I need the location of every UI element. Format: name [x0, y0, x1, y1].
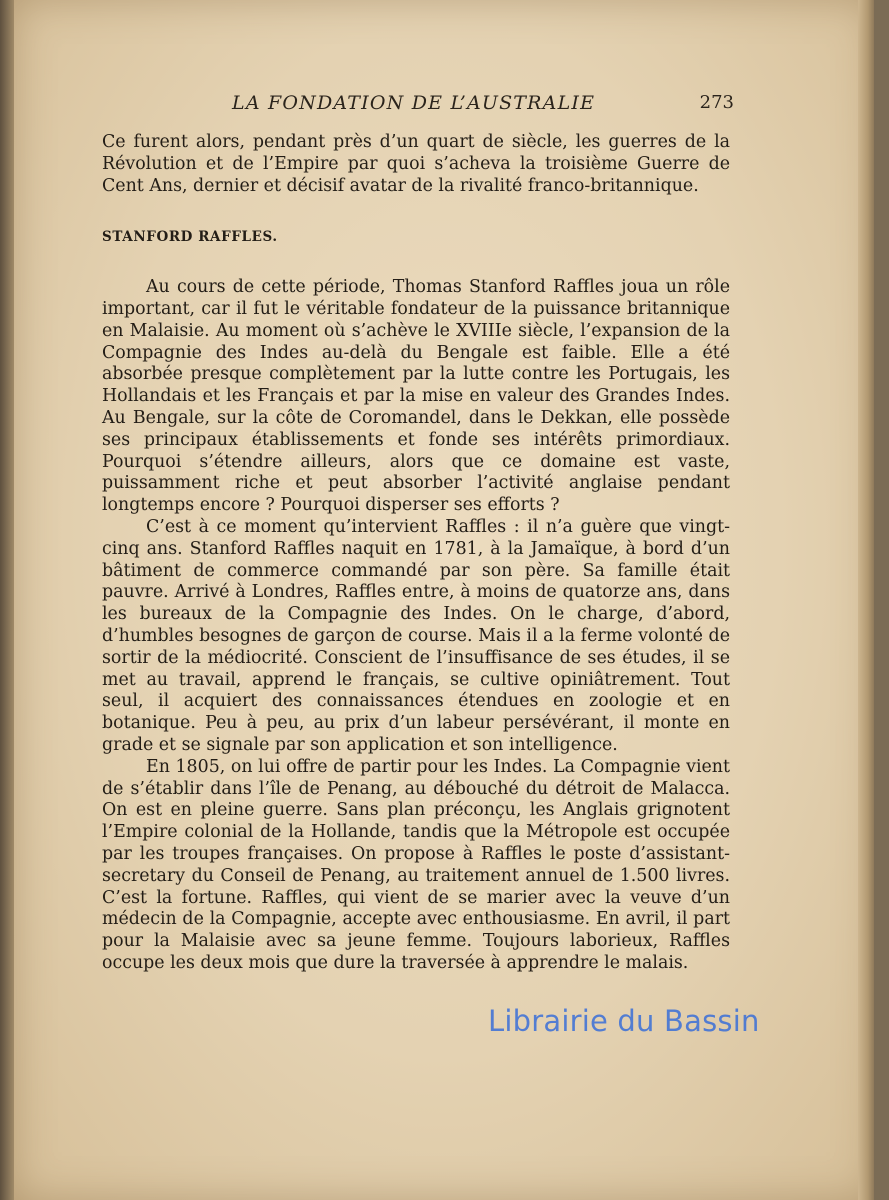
- bookseller-watermark: Librairie du Bassin: [488, 1004, 760, 1038]
- running-title: LA FONDATION DE L’AUSTRALIE: [232, 92, 596, 114]
- book-spine-shadow: [0, 0, 14, 1200]
- page-edge-stack: [858, 0, 874, 1200]
- page-header: [100, 90, 734, 120]
- paragraph: C’est à ce moment qu’intervient Raffles : il n’a guère que vingt-cinq ans. Stanford Raffles naquit en 1781, à la Jamaïque, à bord d’un bâtiment de commerce commandé par son père. Sa famille était pauvre. Arrivé à Londres, Raffles entre, à moins de quatorze ans, dans les bureaux de la Compagnie des Indes. On le charge, d’abord, d’humbles besognes de garçon de course. Mais il a la ferme volonté de sortir de la médiocrité. Conscient de l’insuffisance de ses études, il se met au travail, apprend le français, se cultive opiniâtrement. Tout seul, il acquiert des connaissances étendues en zoologie et en botanique. Peu à peu, au prix d’un labeur persévérant, il monte en grade et se signale par son application et son intelligence.: [102, 516, 730, 755]
- section-heading: STANFORD RAFFLES.: [102, 229, 278, 246]
- paragraph: Ce furent alors, pendant près d’un quart de siècle, les guerres de la Révolution et de l’Empire par quoi s’acheva la troisième Guerre de Cent Ans, dernier et décisif avatar de la rivalité franco-britannique.: [102, 132, 730, 196]
- paragraph: En 1805, on lui offre de partir pour les Indes. La Compagnie vient de s’établir dans l’île de Penang, au débouché du détroit de Malacca. On est en pleine guerre. Sans plan préconçu, les Anglais grignotent l’Empire colonial de la Hollande, tandis que la Métropole est occupée par les troupes françaises. On propose à Raffles le poste d’assistant-secretary du Conseil de Penang, au traitement annuel de 1.500 livres. C’est la fortune. Raffles, qui vient de se marier avec la veuve d’un médecin de la Compagnie, accepte avec enthousiasme. En avril, il part pour la Malaisie avec sa jeune femme. Toujours laborieux, Raffles occupe les deux mois que dure la traversée à apprendre le malais.: [102, 756, 730, 973]
- page-number: 273: [699, 92, 734, 113]
- paragraph: Au cours de cette période, Thomas Stanford Raffles joua un rôle important, car il fut le véritable fondateur de la puissance britannique en Malaisie. Au moment où s’achève le XVIIIe siècle, l’expansion de la Compagnie des Indes au-delà du Bengale est faible. Elle a été absorbée presque complètement par la lutte contre les Portugais, les Hollandais et les Français et par la mise en valeur des Grandes Indes. Au Bengale, sur la côte de Coromandel, dans le Dekkan, elle possède ses principaux établissements et fonde ses intérêts primordiaux. Pourquoi s’étendre ailleurs, alors que ce domaine est vaste, puissamment riche et peut absorber l’activité anglaise pendant longtemps encore ? Pourquoi disperser ses efforts ?: [102, 277, 730, 516]
- body-text: [102, 132, 730, 975]
